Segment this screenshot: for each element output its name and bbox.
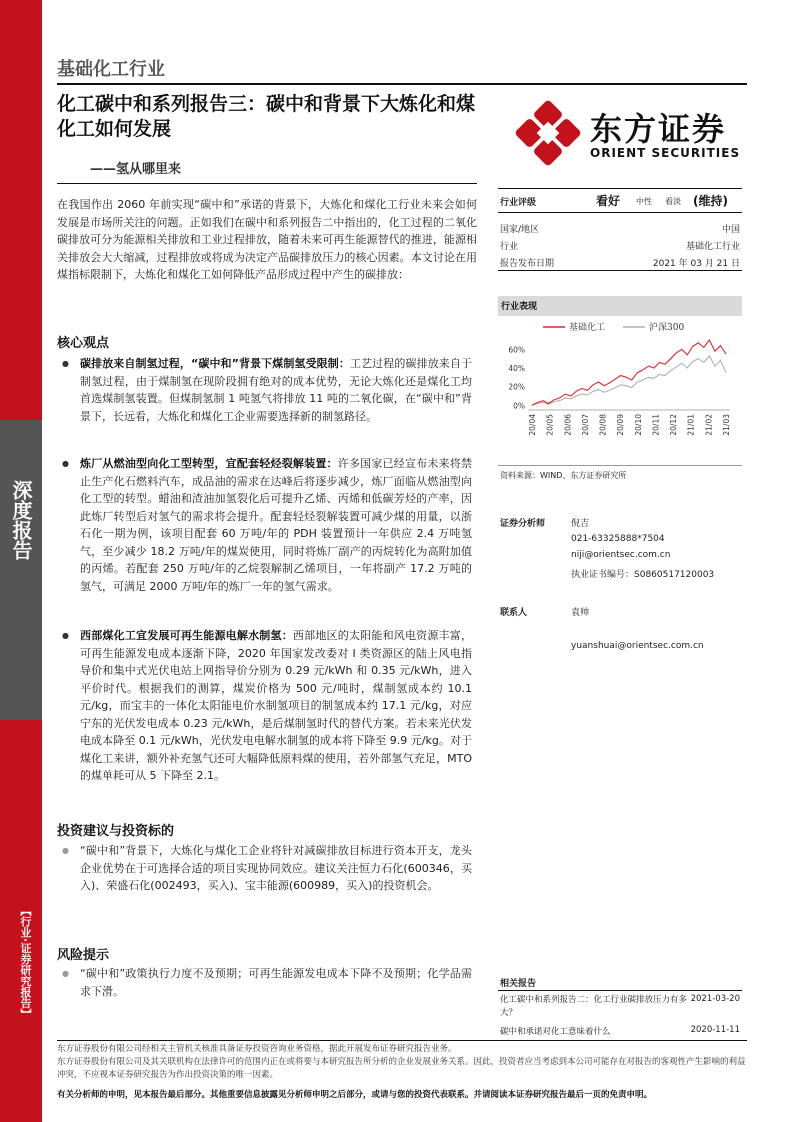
info-label: 行业 <box>500 242 519 252</box>
core-point-text: 工艺过程的碳排放来自于制氢过程，由于煤制氢在现阶段拥有绝对的成本优势，无论大炼化还是煤化工均首选煤制氢装置。但煤制氢制 1 吨氢气将排放 11 吨的二氧化碳，在“碳中和”背景下，长远看，大炼化和煤化工企业需要选择新的制氢路径。 <box>80 357 472 423</box>
chart-rule <box>498 465 742 466</box>
y-tick-label: 0% <box>513 401 525 411</box>
invest-text: “碳中和”背景下，大炼化与煤化工企业将针对减碳排放目标进行资本开支，龙头企业优势在于可选择合适的项目实现协同效应。建议关注恒力石化(600346，买入)、荣盛石化(002493，买入)、宝丰能源(600989，买入)的投资机会。 <box>80 844 472 892</box>
core-point-text: 西部地区的太阳能和风电资源丰富，可再生能源发电成本逐渐下降，2020 年国家发改委对 I 类资源区的陆上风电指导价和集中式光伏电站上网指导价分别为 0.29 元/kWh 和 0.35 元/kWh，进入平价时代。根据我们的测算，煤炭价格为 500 元/吨时，煤制氢成本约 10.1 元/kg，而宝丰的一体化太阳能电价水制氢项目的制氢成本约 17.1 元/kg，对应宁东的光伏发电成本 0.23 元/kWh，是后煤制氢时代的替代方案。若未来光伏发电成本降至 0.1 元/kWh，光伏发电电解水制氢的成本将下降至 9.9 元/kg。对于煤化工来讲，额外补充氢气还可大幅降低原料煤的使用，若外部氢气充足，MTO 的煤单耗可从 5 下降至 2.1。 <box>80 629 473 782</box>
disclaimer-line: 东方证券股份有限公司及其关联机构在法律许可的范围内正在或将要与本研究报告所分析的企业发展业务关系。因此，投资者应当考虑到本公司可能存在对报告的客观性产生影响的利益冲突，不应视本证券研究报告为作出投资决策的唯一因素。 <box>57 1057 746 1080</box>
industry-tag-label: 【行业·证券研究报告】 <box>19 905 32 1020</box>
core-point <box>80 355 472 425</box>
deep-report-label: 深度报告 <box>9 480 33 560</box>
related-item-title[interactable]: 碳中和承诺对化工意味着什么 <box>500 1027 611 1037</box>
info-value: 基础化工行业 <box>685 242 740 252</box>
bullet-icon: ● <box>62 631 69 640</box>
side-band-middle <box>0 420 42 720</box>
bullet-icon: ● <box>62 359 69 368</box>
info-label: 报告发布日期 <box>500 259 555 269</box>
chart-source: 资料来源：WIND、东方证券研究所 <box>500 471 627 480</box>
x-tick-label: 20/05 <box>545 414 555 436</box>
intro-paragraph: 在我国作出 2060 年前实现“碳中和”承诺的背景下，大炼化和煤化工行业未来会如何发展是市场所关注的问题。正如我们在碳中和系列报告二中指出的，化工过程的二氧化碳排放可分为能源相关排放和工业过程排放，随着未来可再生能源替代的推进，能源相关排放会大大缩减，过程排放或将成为决定产品碳排放压力的核心因素。本文讨论在用煤指标限制下，大炼化和煤化工如何降低产品形成过程中产生的碳排放： <box>57 198 477 281</box>
disclaimer-bold: 有关分析师的申明，见本报告最后部分。其他重要信息披露见分析师申明之后部分，或请与您的投资代表联系。并请阅读本证券研究报告最后一页的免责申明。 <box>57 1090 653 1100</box>
x-tick-label: 20/09 <box>616 414 626 436</box>
info-value: 2021 年 03 月 21 日 <box>652 259 740 269</box>
footer-rule <box>57 1040 747 1041</box>
y-tick-label: 60% <box>508 345 525 355</box>
rating-rule <box>498 212 742 213</box>
y-tick-label: 40% <box>508 364 525 373</box>
series-line <box>532 356 726 405</box>
legend-label: 基础化工 <box>569 323 606 333</box>
x-tick-label: 21/01 <box>686 414 696 436</box>
rating-keep: (维持) <box>693 194 728 208</box>
disclaimer-line: 东方证券股份有限公司经相关主管机关核准具备证券投资咨询业务资格，据此开展发布证券研究报告业务。 <box>57 1044 457 1054</box>
core-point <box>80 455 472 595</box>
related-heading: 相关报告 <box>500 979 537 989</box>
x-tick-label: 21/03 <box>722 414 731 436</box>
analyst-name: 倪吉 <box>571 519 590 529</box>
report-subtitle: ——氢从哪里来 <box>90 162 182 177</box>
info-value: 中国 <box>721 225 740 235</box>
analyst-email: niji@orientsec.com.cn <box>571 550 671 560</box>
side-band-top <box>0 0 42 420</box>
header-rule <box>57 83 747 85</box>
title-rule <box>57 183 477 184</box>
contact-email: yuanshuai@orientsec.com.cn <box>571 641 704 651</box>
series-line <box>532 340 726 405</box>
x-tick-label: 20/12 <box>669 414 679 436</box>
core-point-text: 许多国家已经宣布未来将禁止生产化石燃料汽车，成品油的需求在达峰后将逐步减少，炼厂面临从燃油型向化工型的转型。蜡油和渣油加氢裂化后可提升乙烯、丙烯和低碳芳烃的产率，因此炼厂转型后对氢气的需求将会提升。配套轻烃裂解装置可减少煤的用量，以浙石化一期为例，该项目配套 60 万吨/年的 PDH 装置预计一年供应 2.4 万吨氢气，至少减少 18.2 万吨/年的煤炭使用，同时将炼厂副产的丙烷转化为高附加值的丙烯。若配套 250 万吨/年的乙烷裂解制乙烯项目，一年将副产 17.2 万吨的氢气，可满足 2000 万吨/年的炼厂一年的氢气需求。 <box>80 457 472 593</box>
x-tick-label: 20/11 <box>651 414 661 436</box>
x-tick-label: 20/06 <box>563 414 573 436</box>
bullet-icon: ● <box>62 969 69 978</box>
contact-name: 袁帅 <box>571 608 590 618</box>
rating-value: 看好 <box>596 194 621 208</box>
logo-name-en: ORIENT SECURITIES <box>590 146 741 160</box>
report-title: 化工碳中和系列报告三：碳中和背景下大炼化和煤化工如何发展 <box>57 93 476 140</box>
x-tick-label: 21/02 <box>704 414 714 436</box>
risk-heading: 风险提示 <box>57 948 110 963</box>
core-point-title: 炼厂从燃油型向化工型转型，宜配套轻烃裂解装置： <box>80 457 338 470</box>
company-logo-icon <box>515 100 581 166</box>
contact-label: 联系人 <box>500 608 528 618</box>
core-point <box>80 627 472 785</box>
rating-rule-bottom <box>498 270 742 271</box>
x-tick-label: 20/07 <box>580 414 590 436</box>
rating-bearish: 看淡 <box>665 197 681 206</box>
analyst-phone: 021-63325888*7504 <box>571 534 665 544</box>
logo-name-cn: 东方证券 <box>590 110 727 148</box>
info-label: 国家/地区 <box>500 225 540 235</box>
rating-rule-top <box>498 188 742 189</box>
x-tick-label: 20/08 <box>598 414 608 436</box>
x-tick-label: 20/04 <box>528 414 537 436</box>
rating-label: 行业评级 <box>500 198 537 208</box>
core-heading: 核心观点 <box>57 336 110 351</box>
bullet-icon: ● <box>62 459 69 468</box>
related-item-date: 2021-03-20 <box>690 994 740 1004</box>
analyst-label: 证券分析师 <box>500 519 546 529</box>
core-point-title: 西部煤化工宜发展可再生能源电解水制氢： <box>80 629 293 642</box>
performance-chart <box>498 318 742 463</box>
y-tick-label: 20% <box>508 382 525 392</box>
x-tick-label: 20/10 <box>633 414 643 436</box>
perf-heading: 行业表现 <box>498 296 742 316</box>
related-item-title[interactable]: 化工碳中和系列报告二：化工行业碳排放压力有多大？ <box>500 995 688 1018</box>
invest-heading: 投资建议与投资标的 <box>57 824 175 839</box>
core-point-title: 碳排放来自制氢过程，“碳中和”背景下煤制氢受限制： <box>80 357 350 370</box>
related-item-date: 2020-11-11 <box>690 1025 740 1035</box>
bullet-icon: ● <box>62 846 69 855</box>
section-tag: 基础化工行业 <box>57 59 165 80</box>
analyst-cert: 执业证书编号：S0860517120003 <box>571 570 715 580</box>
disclaimer <box>57 1043 747 1082</box>
rating-neutral: 中性 <box>636 197 652 206</box>
risk-text: “碳中和”政策执行力度不及预期；可再生能源发电成本下降不及预期；化学品需求下滑。 <box>80 967 472 998</box>
related-rule <box>498 990 742 991</box>
legend-label: 沪深300 <box>649 323 685 333</box>
